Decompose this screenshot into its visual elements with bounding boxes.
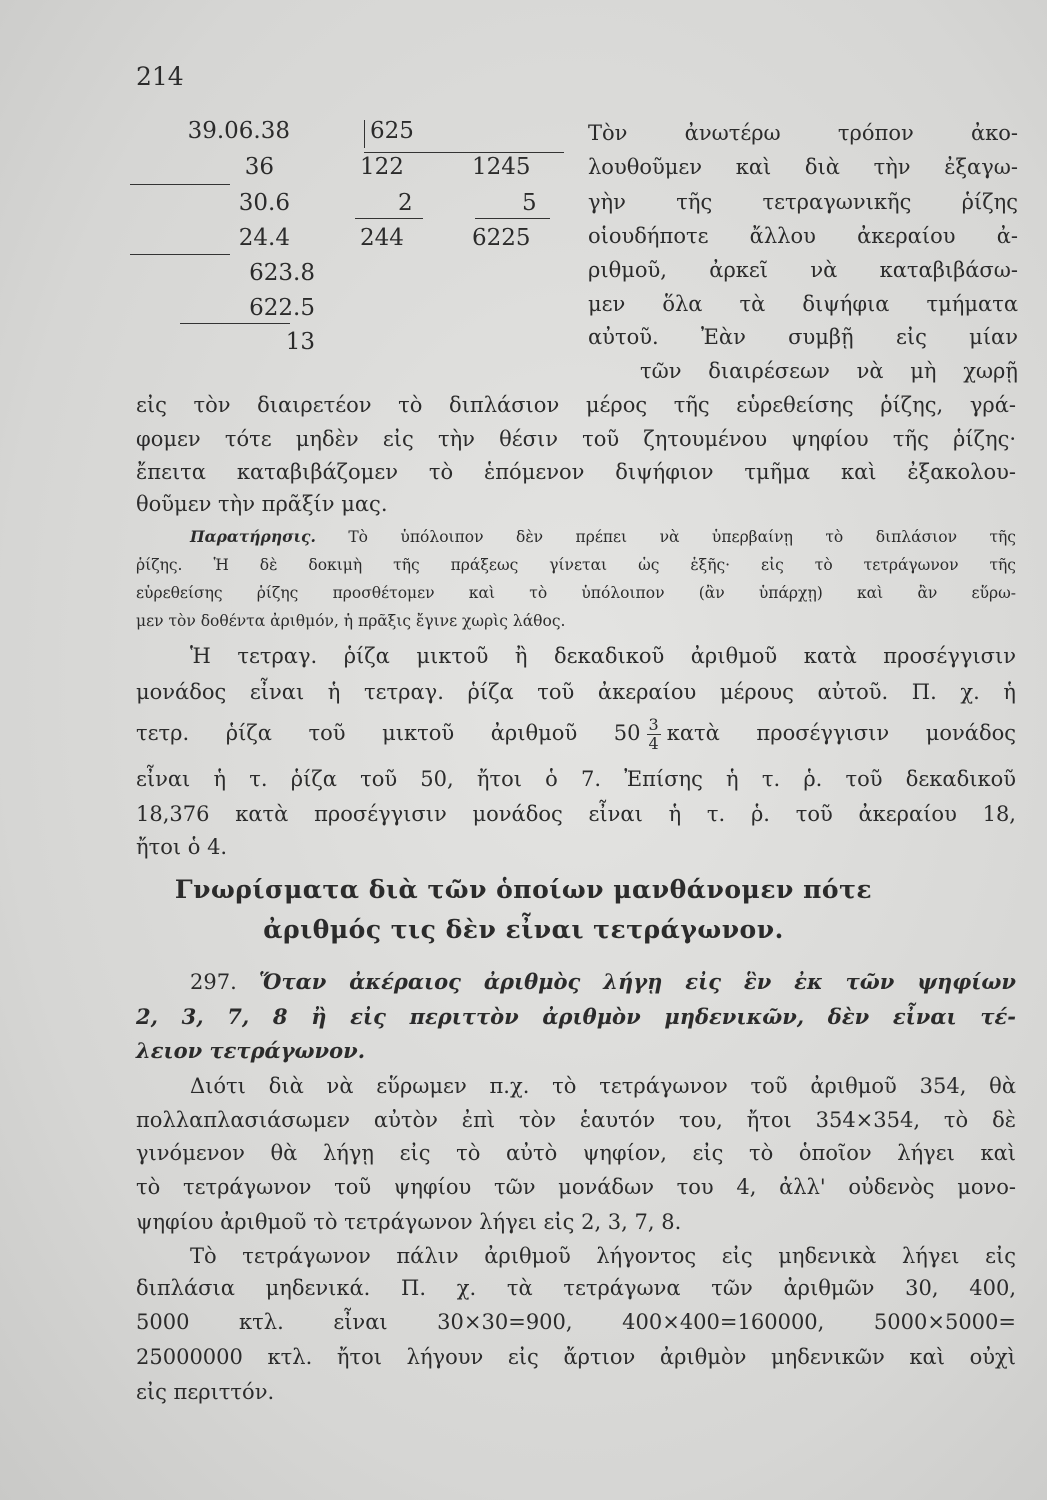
body-line: εἶναι ἡ τ. ῥίζα τοῦ 50, ἤτοι ὁ 7. Ἐπίσης ἡ τ. ῥ. τοῦ δεκαδικοῦ [136,767,1016,791]
fraction-numerator: 3 [648,715,659,734]
body-line: 25000000 κτλ. ἤτοι λήγουν εἰς ἄρτιον ἀριθμὸν μηδενικῶν καὶ οὐχὶ [136,1345,1016,1369]
body-line: Τὸ τετράγωνον πάλιν ἀριθμοῦ λήγοντος εἰς μηδενικὰ λήγει εἰς [190,1244,1016,1268]
calc-left-6: 13 [285,329,315,355]
root-bar [364,120,365,148]
rule-text: Ὅταν ἀκέραιος ἀριθμὸς λήγῃ εἰς ἓν ἐκ τῶν ψηφίων [259,969,1016,994]
note-line-first [190,525,1016,549]
body-line: μονάδος εἶναι ἡ τετραγ. ῥίζα τοῦ ἀκεραίου μέρους αὐτοῦ. Π. χ. ἡ [136,680,1016,704]
page-number: 214 [136,62,184,91]
calc-right-0: 1245 [472,154,531,180]
fraction-pre-text: τετρ. ῥίζα τοῦ μικτοῦ ἀριθμοῦ 50 [136,721,641,745]
side-text-line: οἱουδήποτε ἄλλου ἀκεραίου ἀ- [588,224,1018,248]
body-line-fraction [136,716,1016,753]
calc-rule [180,323,290,324]
calc-mid-3: 244 [360,225,404,251]
calc-left-4: 623.8 [249,260,315,286]
body-line: γινόμενον θὰ λήγῃ εἰς τὸ αὐτὸ ψηφίον, εἰς τὸ ὁποῖον λήγει καὶ [136,1141,1016,1165]
calc-mid-1: 122 [360,154,404,180]
section-heading-line: Γνωρίσματα διὰ τῶν ὁποίων μανθάνομεν πότε [174,875,873,904]
note-lead: Παρατήρησις. [190,527,316,546]
fraction-post-text: κατὰ προσέγγισιν μονάδος [666,721,1016,745]
body-line: 18,376 κατὰ προσέγγισιν μονάδος εἶναι ἡ τ. ῥ. τοῦ ἀκεραίου 18, [136,802,1016,826]
body-line: εἰς τὸν διαιρετέον τὸ διπλάσιον μέρος τῆς εὑρεθείσης ῥίζης, γρά- [136,393,1016,417]
body-line: Ἡ τετραγ. ῥίζα μικτοῦ ἢ δεκαδικοῦ ἀριθμοῦ κατὰ προσέγγισιν [190,644,1016,668]
fraction-denominator: 4 [648,734,659,753]
body-line: θοῦμεν τὴν πρᾶξίν μας. [136,492,388,516]
section-heading-line: ἀριθμός τις δὲν εἶναι τετράγωνον. [263,915,784,944]
side-text-line: λουθοῦμεν καὶ διὰ τὴν ἐξαγω- [588,155,1018,179]
calc-rule [130,254,230,255]
calc-rule [475,218,550,219]
calc-left-3: 24.4 [238,225,290,251]
rule-297-line [190,966,1016,998]
square-root-calculation [120,118,590,358]
body-line: ἤτοι ὁ 4. [136,835,228,859]
side-text-line: ριθμοῦ, ἀρκεῖ νὰ καταβιβάσω- [588,258,1018,282]
body-line: ἔπειτα καταβιβάζομεν τὸ ἑπόμενον διψήφιον τμῆμα καὶ ἐξακολου- [136,460,1016,484]
calc-rule [130,184,230,185]
rule-number: 297. [190,970,237,994]
side-text-line: αὐτοῦ. Ἐὰν συμβῇ εἰς μίαν [588,325,1018,349]
side-text-line: τῶν διαιρέσεων νὰ μὴ χωρῇ [640,359,1018,383]
body-line: φομεν τότε μηδὲν εἰς τὴν θέσιν τοῦ ζητουμένου ψηφίου τῆς ῥίζης· [136,427,1016,451]
note-line: μεν τὸν δοθέντα ἀριθμόν, ἡ πρᾶξις ἔγινε χωρὶς λάθος. [136,612,566,630]
side-text-line: Τὸν ἀνωτέρω τρόπον ἀκο- [588,121,1018,145]
calc-rule [355,218,423,219]
mixed-fraction [647,716,661,753]
rule-297-line: λειον τετράγωνον. [136,1038,366,1063]
body-line: ψηφίου ἀριθμοῦ τὸ τετράγωνον λήγει εἰς 2, 3, 7, 8. [136,1210,682,1234]
body-line: πολλαπλασιάσωμεν αὐτὸν ἐπὶ τὸν ἑαυτόν του, ἤτοι 354×354, τὸ δὲ [136,1108,1016,1132]
calc-left-5: 622.5 [249,295,315,321]
body-line: τὸ τετράγωνον τοῦ ψηφίου τῶν μονάδων του 4, ἀλλ' οὐδενὸς μονο- [136,1175,1016,1199]
body-line: Διότι διὰ νὰ εὕρωμεν π.χ. τὸ τετράγωνον τοῦ ἀριθμοῦ 354, θὰ [190,1074,1016,1098]
calc-left-2: 30.6 [238,190,290,216]
note-line: ῥίζης. Ἡ δὲ δοκιμὴ τῆς πράξεως γίνεται ὡς ἑξῆς· εἰς τὸ τετράγωνον τῆς [136,556,1016,574]
root-rule [364,152,564,153]
calc-mid-0: 625 [370,118,414,144]
body-line: 5000 κτλ. εἶναι 30×30=900, 400×400=160000, 5000×5000= [136,1310,1016,1334]
side-text-line: γὴν τῆς τετραγωνικῆς ῥίζης [588,190,1018,214]
body-line: διπλάσια μηδενικά. Π. χ. τὰ τετράγωνα τῶν ἀριθμῶν 30, 400, [136,1276,1016,1300]
calc-right-2: 6225 [472,225,531,251]
rule-297-line: 2, 3, 7, 8 ἢ εἰς περιττὸν ἀριθμὸν μηδενικῶν, δὲν εἶναι τέ- [136,1004,1016,1029]
side-text-line: μεν ὅλα τὰ διψήφια τμήματα [588,292,1018,316]
calc-mid-2: 2 [398,190,413,216]
calc-left-1: 36 [244,154,274,180]
note-text: Τὸ ὑπόλοιπον δὲν πρέπει νὰ ὑπερβαίνῃ τὸ διπλάσιον τῆς [348,528,1016,546]
note-line: εὑρεθείσης ῥίζης προσθέτομεν καὶ τὸ ὑπόλοιπον (ἂν ὑπάρχῃ) καὶ ἂν εὕρω- [136,584,1016,602]
calc-right-1: 5 [522,190,537,216]
body-line: εἰς περιττόν. [136,1380,275,1404]
calc-left-0: 39.06.38 [187,118,290,144]
